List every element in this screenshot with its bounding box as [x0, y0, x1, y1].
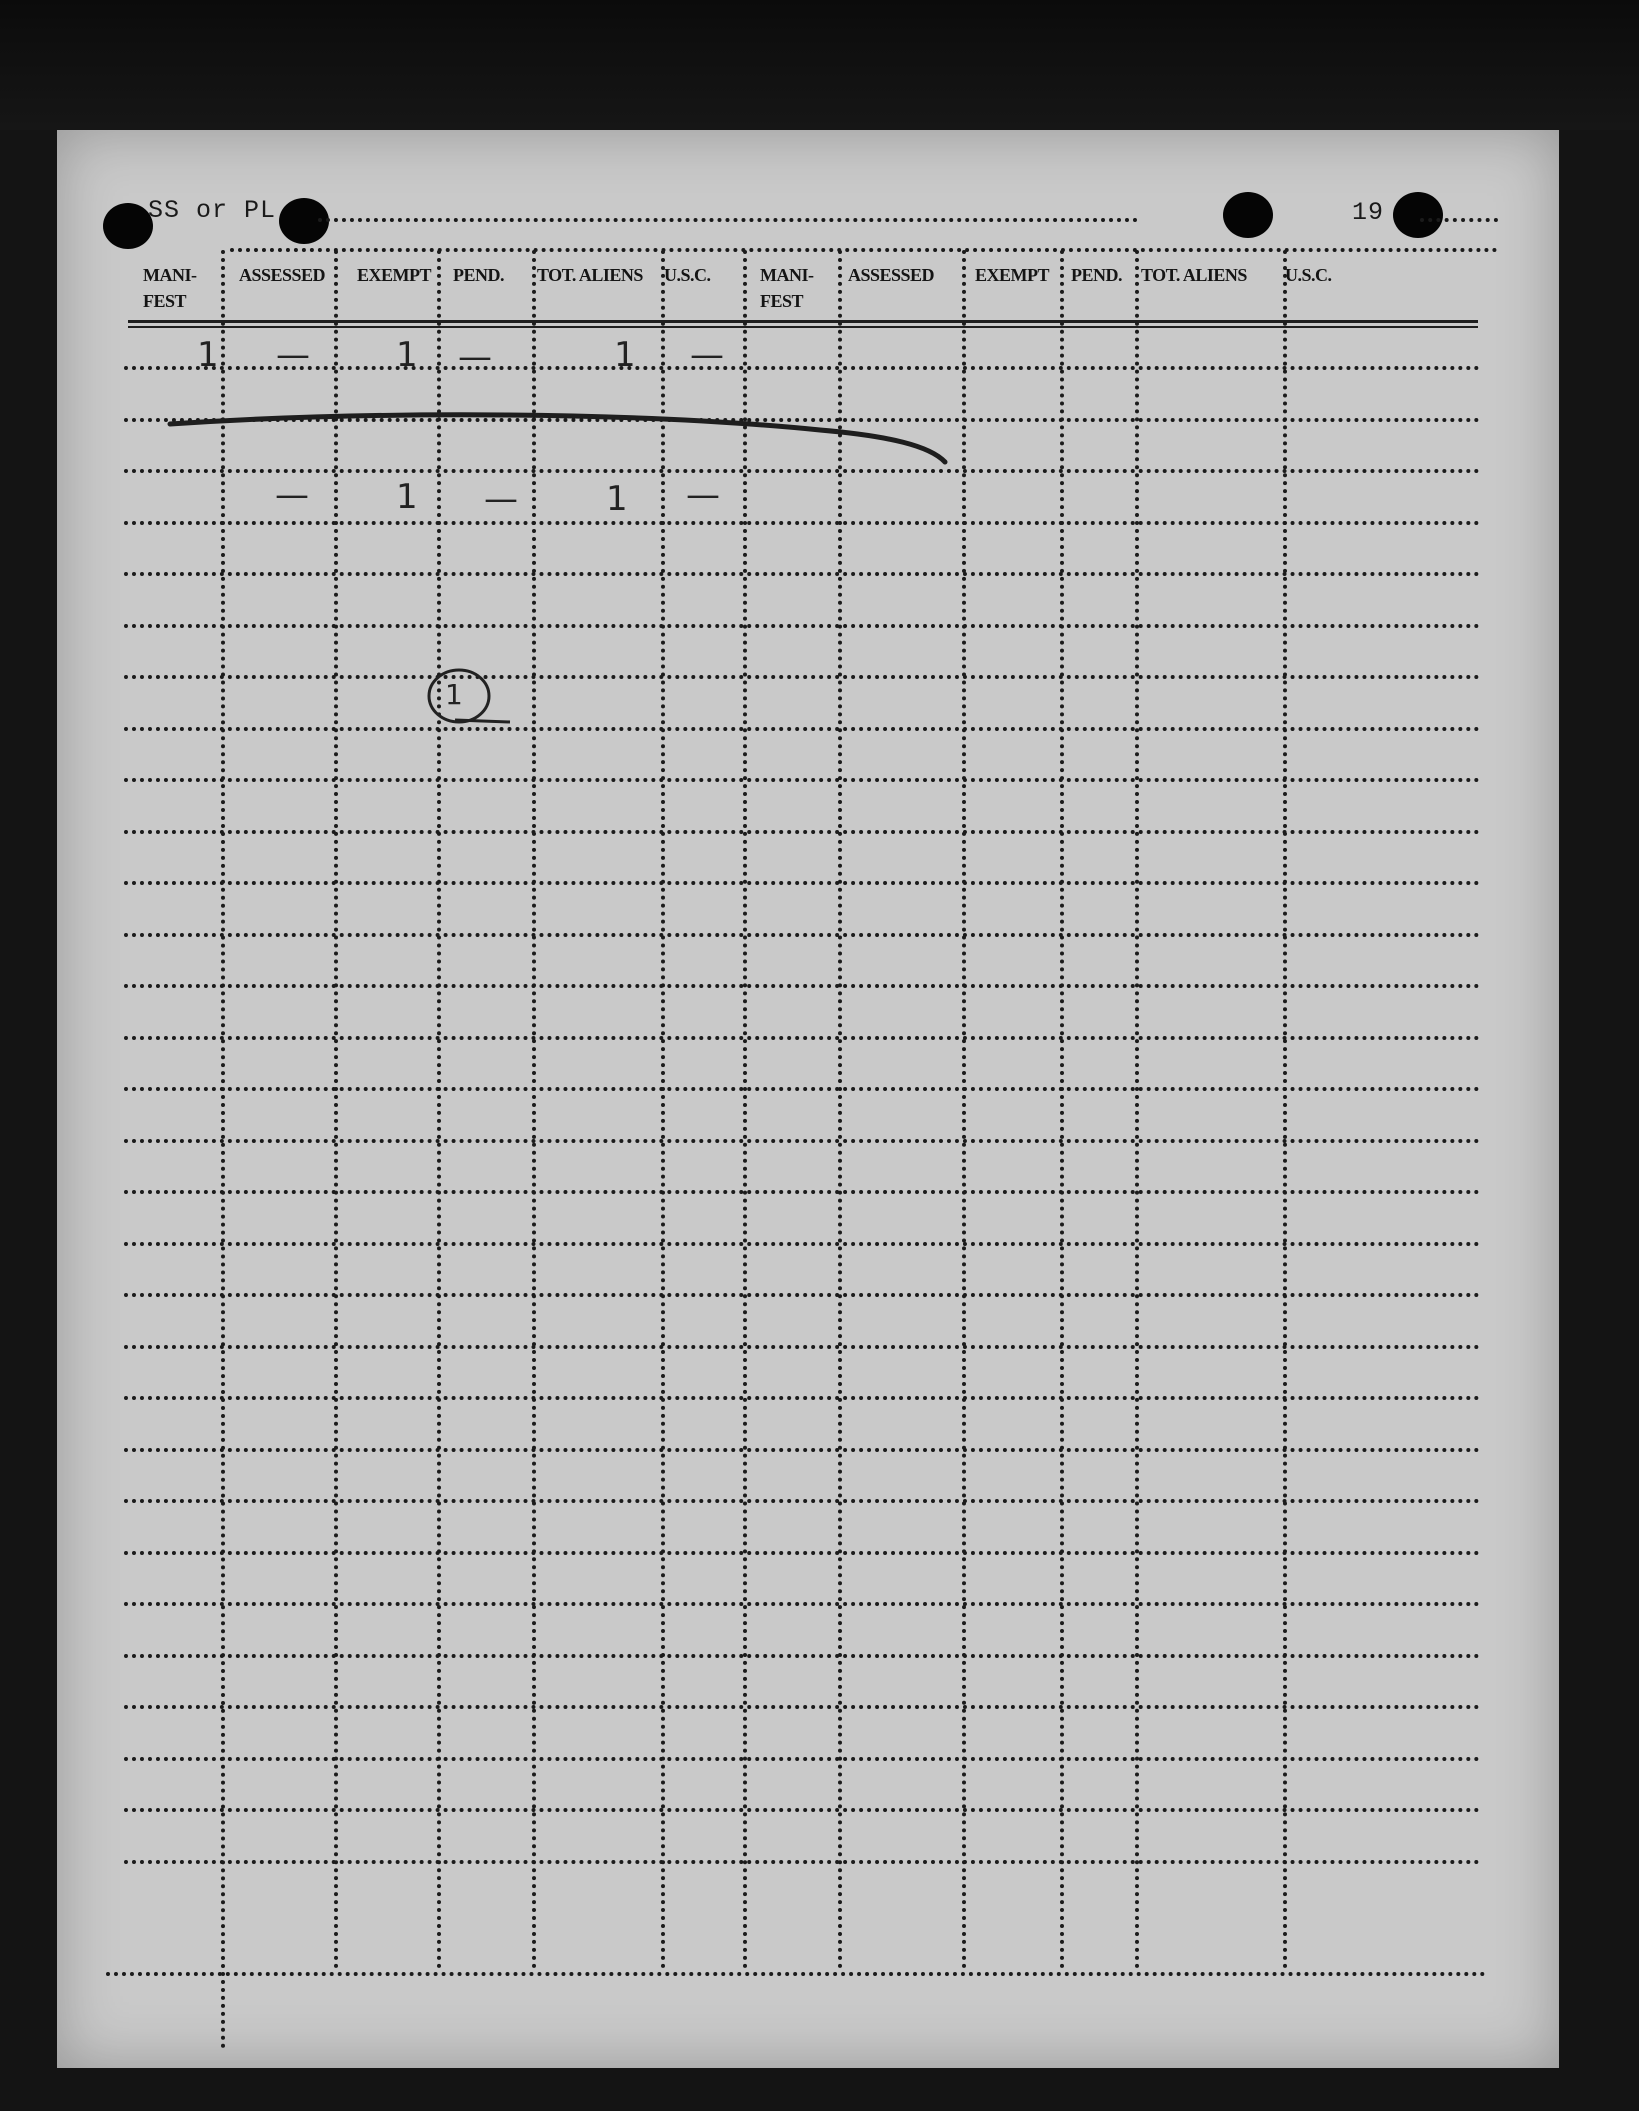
entry-r1-manifest: 1 — [197, 335, 219, 375]
col-header-assessed-1: ASSESSED — [239, 265, 326, 285]
col-header-assessed-2: ASSESSED — [848, 265, 935, 285]
col-header-usc-2: U.S.C. — [1285, 265, 1332, 285]
entry-r1-usc: — — [690, 335, 724, 375]
col-header-exempt-1: EXEMPT — [357, 265, 432, 285]
entry-r2-assessed: — — [275, 475, 309, 515]
circle-mark-tail — [455, 720, 510, 722]
entry-r2-usc: — — [686, 475, 720, 515]
col-header-manifest-1: MANI- FEST — [143, 265, 197, 311]
entry-r2-exempt: 1 — [396, 477, 418, 517]
circled-mark: 1 — [445, 678, 463, 711]
entry-r1-assessed: — — [276, 335, 310, 375]
entry-r1-total-aliens: 1 — [614, 335, 636, 375]
entry-r1-exempt: 1 — [396, 335, 418, 375]
circle-mark-ring — [429, 670, 489, 722]
col-header-total-aliens-2: TOT. ALIENS — [1141, 265, 1247, 285]
entry-r2-total-aliens: 1 — [606, 479, 628, 519]
cross-out-stroke — [170, 415, 945, 462]
col-header-total-aliens-1: TOT. ALIENS — [537, 265, 643, 285]
col-header-usc-1: U.S.C. — [664, 265, 711, 285]
col-header-manifest-2: MANI- FEST — [760, 265, 814, 311]
col-header-pend-2: PEND. — [1071, 265, 1122, 285]
entry-r2-pend: — — [484, 479, 518, 519]
entry-r1-pend: — — [458, 337, 492, 377]
col-header-pend-1: PEND. — [453, 265, 504, 285]
vessel-label: SS or PL — [148, 196, 277, 225]
year-label: 19 — [1352, 198, 1385, 227]
col-header-exempt-2: EXEMPT — [975, 265, 1050, 285]
